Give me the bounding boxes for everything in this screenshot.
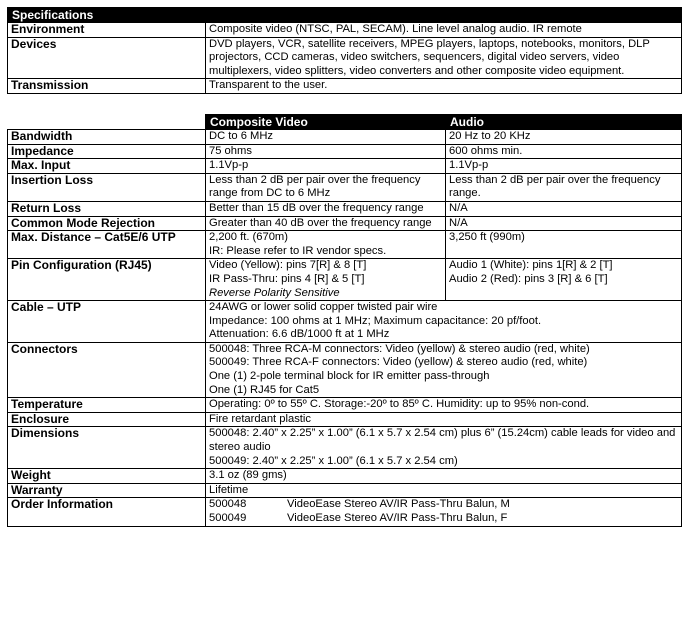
audio-value: 1.1Vp-p (446, 159, 682, 174)
row-label: Warranty (8, 483, 206, 498)
row-value: Composite video (NTSC, PAL, SECAM). Line level analog audio. IR remote (206, 23, 682, 38)
value-line: Video (Yellow): pins 7[R] & 8 [T] (209, 259, 367, 272)
value-line: 500049: Three RCA-F connectors: Video (yellow) & stereo audio (red, white) (209, 356, 588, 369)
spec-row-environment (8, 23, 682, 38)
row-value: Lifetime (206, 483, 682, 498)
gen-row-temperature (8, 398, 682, 413)
audio-value: N/A (446, 216, 682, 231)
row-label: Temperature (8, 398, 206, 413)
part-description: VideoEase Stereo AV/IR Pass-Thru Balun, M (287, 498, 510, 511)
value-line: IR: Please refer to IR vendor specs. (209, 244, 387, 257)
video-value (206, 231, 446, 259)
order-item (209, 498, 678, 512)
perf-row-max-distance (8, 231, 682, 259)
spec-document (7, 7, 681, 527)
row-value (206, 427, 682, 469)
perf-row-max-input (8, 159, 682, 174)
perf-row-common-mode-rejection (8, 216, 682, 231)
row-value: Transparent to the user. (206, 79, 682, 94)
value-line: IR Pass-Thru: pins 4 [R] & 5 [T] (209, 272, 365, 285)
row-label: Enclosure (8, 412, 206, 427)
row-label: Weight (8, 469, 206, 484)
row-value: 3.1 oz (89 gms) (206, 469, 682, 484)
perf-row-impedance (8, 144, 682, 159)
audio-value: 3,250 ft (990m) (446, 231, 682, 259)
audio-value: 600 ohms min. (446, 144, 682, 159)
gen-row-weight (8, 469, 682, 484)
gen-row-cable (8, 301, 682, 343)
value-line: One (1) RJ45 for Cat5 (209, 383, 320, 396)
part-number: 500048 (209, 498, 247, 511)
part-description: VideoEase Stereo AV/IR Pass-Thru Balun, F (287, 512, 508, 524)
row-label: Max. Input (8, 159, 206, 174)
row-label: Transmission (8, 79, 206, 94)
order-item (209, 512, 678, 526)
column-header-row (8, 114, 682, 129)
video-value: 75 ohms (206, 144, 446, 159)
value-line: Impedance: 100 ohms at 1 MHz; Maximum capacitance: 20 pf/foot. (209, 314, 542, 327)
gen-row-enclosure (8, 412, 682, 427)
row-value: Operating: 0º to 55º C. Storage:-20º to 85º C. Humidity: up to 95% non-cond. (206, 398, 682, 413)
value-line: 2,200 ft. (670m) (209, 231, 288, 244)
column-header-video: Composite Video (206, 114, 446, 129)
specifications-table (7, 7, 682, 94)
row-value (206, 498, 682, 526)
row-label: Insertion Loss (8, 173, 206, 201)
polarity-note: Reverse Polarity Sensitive (209, 286, 340, 299)
value-line: One (1) 2-pole terminal block for IR emitter pass-through (209, 370, 490, 383)
spec-row-devices (8, 37, 682, 79)
value-line: Attenuation: 6.6 dB/1000 ft at 1 MHz (209, 328, 390, 341)
value-line: 500048: 2.40” x 2.25” x 1.00” (6.1 x 5.7 x 2.54 cm) plus 6” (15.24cm) cable leads for video and stereo audio (209, 427, 676, 454)
perf-row-pin-configuration (8, 259, 682, 301)
row-value (206, 301, 682, 343)
value-line: Audio 1 (White): pins 1[R] & 2 [T] (449, 259, 613, 272)
audio-value: N/A (446, 201, 682, 216)
gen-row-warranty (8, 483, 682, 498)
performance-table (7, 114, 682, 527)
value-line: 24AWG or lower solid copper twisted pair wire (209, 301, 438, 314)
row-label: Cable – UTP (8, 301, 206, 343)
spec-row-transmission (8, 79, 682, 94)
row-label: Max. Distance – Cat5E/6 UTP (8, 231, 206, 259)
perf-row-return-loss (8, 201, 682, 216)
gen-row-order-information (8, 498, 682, 526)
video-value: Greater than 40 dB over the frequency range (206, 216, 446, 231)
video-value: Less than 2 dB per pair over the frequency range from DC to 6 MHz (206, 173, 446, 201)
row-value: DVD players, VCR, satellite receivers, MPEG players, laptops, notebooks, monitors, DLP projectors, CCD cameras, video switchers, sequencers, digital video servers, video multiplexers, video splitters, video converters and other composite video equipment. (206, 37, 682, 79)
row-label: Devices (8, 37, 206, 79)
empty-header-cell (8, 114, 206, 129)
row-label: Common Mode Rejection (8, 216, 206, 231)
row-label: Bandwidth (8, 129, 206, 144)
perf-row-bandwidth (8, 129, 682, 144)
value-line: 500049: 2.40” x 2.25” x 1.00” (6.1 x 5.7 x 2.54 cm) (209, 454, 458, 467)
video-value: DC to 6 MHz (206, 129, 446, 144)
video-value: 1.1Vp-p (206, 159, 446, 174)
row-label: Connectors (8, 342, 206, 397)
row-label: Impedance (8, 144, 206, 159)
specifications-title: Specifications (8, 8, 682, 23)
row-label: Pin Configuration (RJ45) (8, 259, 206, 301)
audio-value: Less than 2 dB per pair over the frequency range. (446, 173, 682, 201)
row-label: Dimensions (8, 427, 206, 469)
video-value: Better than 15 dB over the frequency range (206, 201, 446, 216)
row-label: Environment (8, 23, 206, 38)
row-label: Return Loss (8, 201, 206, 216)
part-number: 500049 (209, 512, 247, 524)
video-value (206, 259, 446, 301)
value-line: 500048: Three RCA-M connectors: Video (yellow) & stereo audio (red, white) (209, 342, 590, 355)
gen-row-dimensions (8, 427, 682, 469)
audio-value: 20 Hz to 20 KHz (446, 129, 682, 144)
row-value (206, 342, 682, 397)
value-line: Audio 2 (Red): pins 3 [R] & 6 [T] (449, 272, 608, 285)
perf-row-insertion-loss (8, 173, 682, 201)
gen-row-connectors (8, 342, 682, 397)
row-value: Fire retardant plastic (206, 412, 682, 427)
row-label: Order Information (8, 498, 206, 526)
audio-value (446, 259, 682, 301)
column-header-audio: Audio (446, 114, 682, 129)
